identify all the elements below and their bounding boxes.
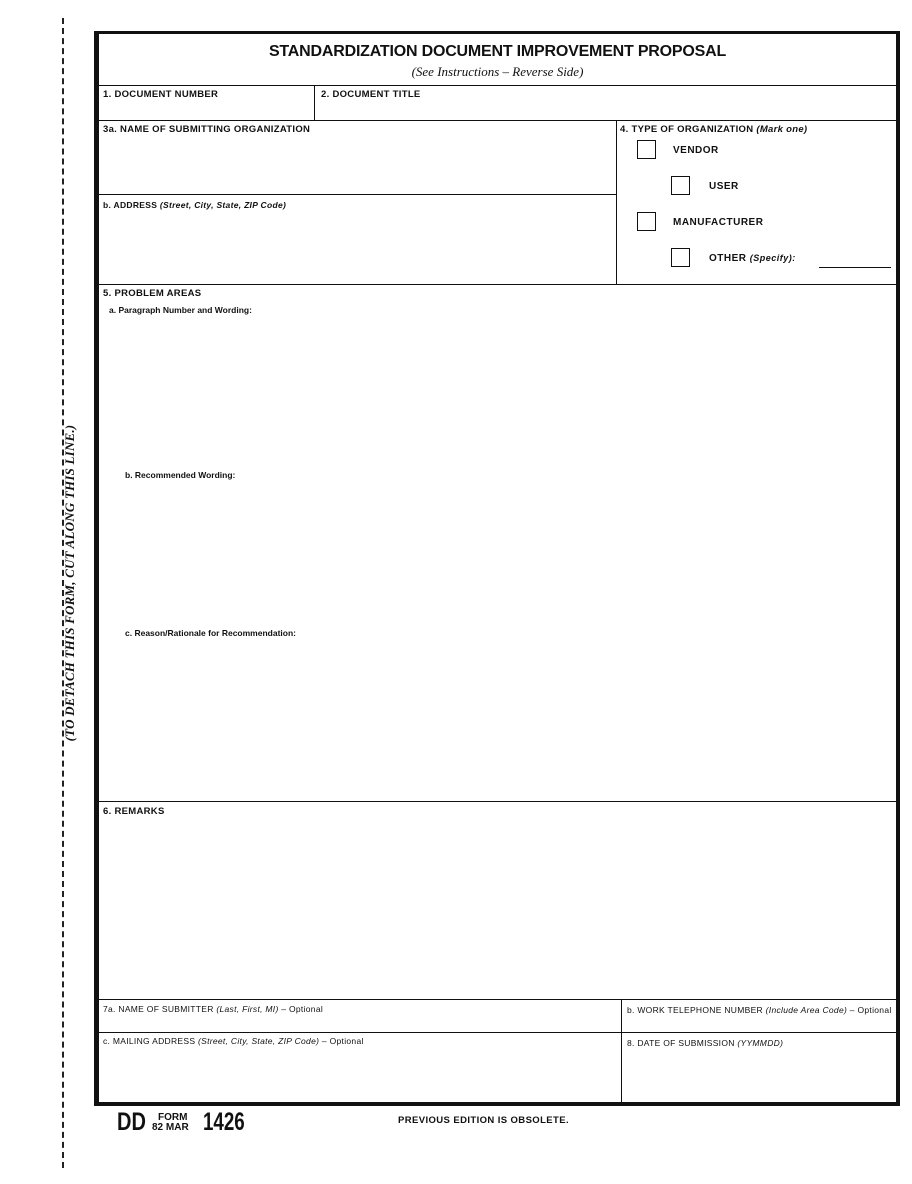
manufacturer-label: MANUFACTURER [673, 217, 764, 228]
form-number: 1426 [203, 1108, 245, 1136]
vendor-label: VENDOR [673, 145, 719, 156]
other-checkbox[interactable] [671, 248, 690, 267]
mailing-address-field[interactable]: c. MAILING ADDRESS (Street, City, State, ZIP Code) – Optional [103, 1036, 364, 1046]
rationale-field[interactable]: c. Reason/Rationale for Recommendation: [125, 628, 296, 638]
submitter-name-field[interactable]: 7a. NAME OF SUBMITTER (Last, First, MI) – Optional [103, 1004, 324, 1014]
work-telephone-field[interactable]: b. WORK TELEPHONE NUMBER (Include Area Code) – Optional [627, 1005, 892, 1015]
manufacturer-checkbox[interactable] [637, 212, 656, 231]
improvement-proposal-form [94, 31, 900, 1106]
form-date-block: FORM 82 MAR [152, 1112, 189, 1133]
paragraph-wording-field[interactable]: a. Paragraph Number and Wording: [109, 305, 252, 315]
other-specify-line[interactable] [819, 267, 891, 268]
user-label: USER [709, 181, 739, 192]
org-type-label: 4. TYPE OF ORGANIZATION (Mark one) [620, 124, 808, 135]
user-checkbox[interactable] [671, 176, 690, 195]
remarks-field[interactable]: 6. REMARKS [103, 806, 165, 817]
org-name-field[interactable]: 3a. NAME OF SUBMITTING ORGANIZATION [103, 124, 311, 135]
other-label: OTHER (Specify): [709, 253, 796, 264]
previous-edition-note: PREVIOUS EDITION IS OBSOLETE. [398, 1115, 570, 1126]
date-of-submission-field[interactable]: 8. DATE OF SUBMISSION (YYMMDD) [627, 1038, 784, 1048]
address-hint: (Street, City, State, ZIP Code) [159, 200, 287, 210]
problem-areas-label: 5. PROBLEM AREAS [103, 288, 202, 299]
form-title: STANDARDIZATION DOCUMENT IMPROVEMENT PROPOSAL [268, 43, 727, 60]
address-label: b. ADDRESS [103, 200, 158, 210]
document-number-field[interactable]: 1. DOCUMENT NUMBER [103, 89, 219, 100]
vendor-checkbox[interactable] [637, 140, 656, 159]
document-title-field[interactable]: 2. DOCUMENT TITLE [321, 89, 421, 100]
dd-mark: DD [117, 1108, 146, 1136]
address-field[interactable] [103, 200, 286, 210]
form-subtitle: (See Instructions – Reverse Side) [411, 64, 584, 79]
recommended-wording-field[interactable]: b. Recommended Wording: [125, 470, 236, 480]
detach-instruction: (TO DETACH THIS FORM, CUT ALONG THIS LINE.) [62, 424, 77, 742]
